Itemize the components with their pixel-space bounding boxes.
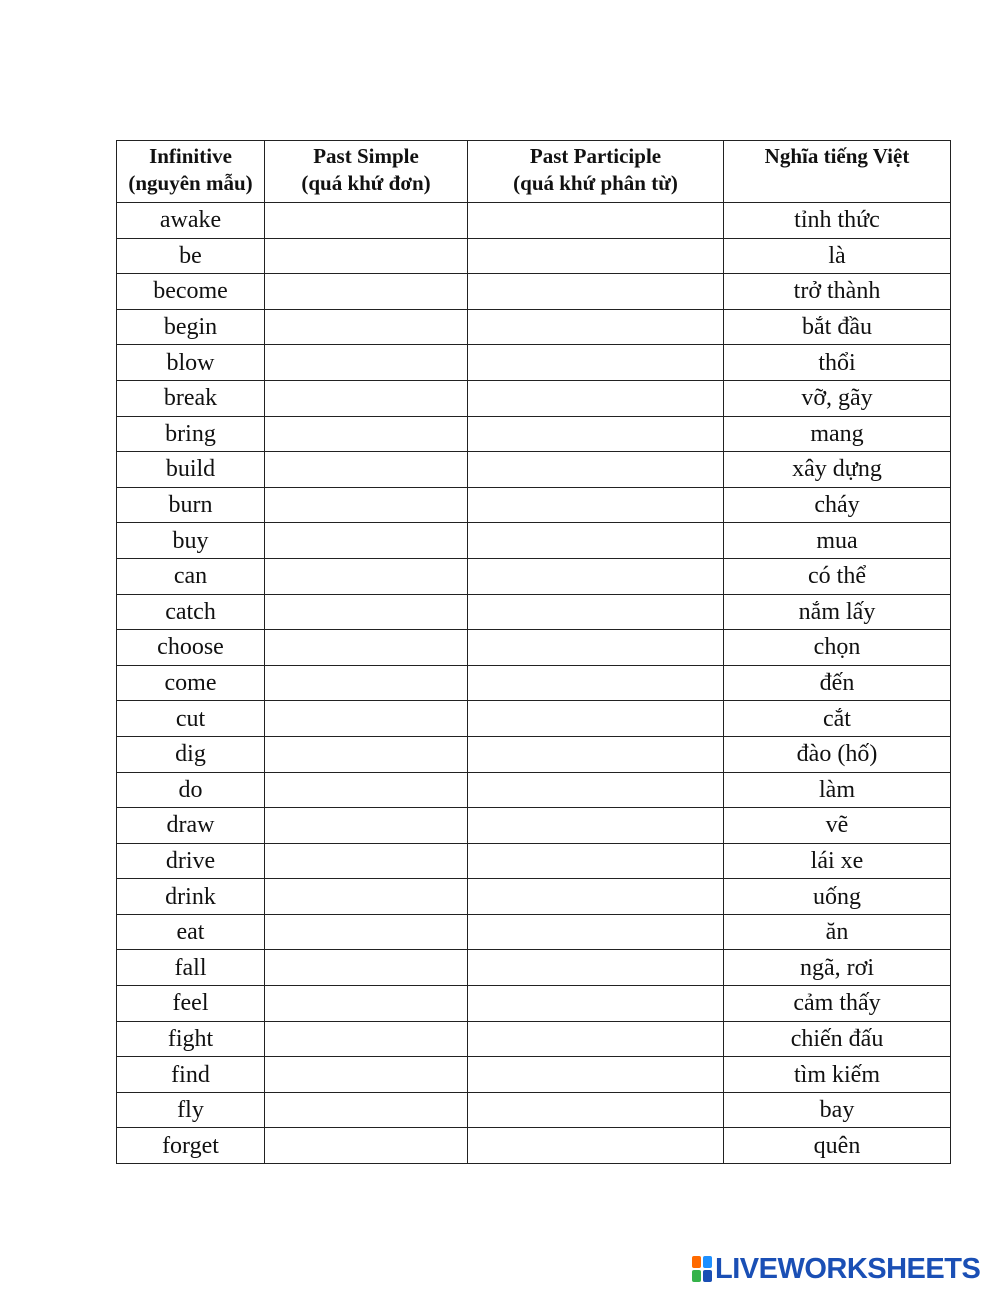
table-row bbox=[117, 416, 951, 452]
table-header bbox=[117, 141, 951, 203]
meaning-cell: nắm lấy bbox=[724, 594, 951, 630]
infinitive-cell: come bbox=[117, 665, 265, 701]
past-participle-answer-cell[interactable] bbox=[468, 523, 724, 559]
infinitive-cell: fall bbox=[117, 950, 265, 986]
table-body bbox=[117, 203, 951, 1164]
meaning-cell: cảm thấy bbox=[724, 986, 951, 1022]
meaning-cell: quên bbox=[724, 1128, 951, 1164]
past-participle-answer-cell[interactable] bbox=[468, 203, 724, 239]
past-participle-answer-cell[interactable] bbox=[468, 772, 724, 808]
past-participle-answer-cell[interactable] bbox=[468, 452, 724, 488]
table-row bbox=[117, 701, 951, 737]
meaning-cell: vỡ, gãy bbox=[724, 380, 951, 416]
past-participle-answer-cell[interactable] bbox=[468, 1128, 724, 1164]
past-participle-answer-cell[interactable] bbox=[468, 416, 724, 452]
past-simple-answer-cell[interactable] bbox=[265, 238, 468, 274]
meaning-cell: bắt đầu bbox=[724, 309, 951, 345]
infinitive-cell: buy bbox=[117, 523, 265, 559]
past-simple-answer-cell[interactable] bbox=[265, 808, 468, 844]
past-participle-answer-cell[interactable] bbox=[468, 701, 724, 737]
table-row bbox=[117, 1092, 951, 1128]
past-participle-answer-cell[interactable] bbox=[468, 630, 724, 666]
header-past-simple: Past Simple (quá khứ đơn) bbox=[265, 141, 468, 203]
past-simple-answer-cell[interactable] bbox=[265, 1021, 468, 1057]
table-row bbox=[117, 736, 951, 772]
meaning-cell: có thể bbox=[724, 558, 951, 594]
table-row bbox=[117, 914, 951, 950]
past-participle-answer-cell[interactable] bbox=[468, 1021, 724, 1057]
infinitive-cell: become bbox=[117, 274, 265, 310]
table-row bbox=[117, 558, 951, 594]
meaning-cell: trở thành bbox=[724, 274, 951, 310]
infinitive-cell: drive bbox=[117, 843, 265, 879]
past-simple-answer-cell[interactable] bbox=[265, 1057, 468, 1093]
meaning-cell: chọn bbox=[724, 630, 951, 666]
meaning-cell: chiến đấu bbox=[724, 1021, 951, 1057]
infinitive-cell: burn bbox=[117, 487, 265, 523]
past-simple-answer-cell[interactable] bbox=[265, 523, 468, 559]
header-infinitive: Infinitive (nguyên mẫu) bbox=[117, 141, 265, 203]
past-simple-answer-cell[interactable] bbox=[265, 772, 468, 808]
infinitive-cell: drink bbox=[117, 879, 265, 915]
past-simple-answer-cell[interactable] bbox=[265, 345, 468, 381]
past-participle-answer-cell[interactable] bbox=[468, 238, 724, 274]
meaning-cell: vẽ bbox=[724, 808, 951, 844]
meaning-cell: bay bbox=[724, 1092, 951, 1128]
infinitive-cell: blow bbox=[117, 345, 265, 381]
meaning-cell: làm bbox=[724, 772, 951, 808]
table-row bbox=[117, 452, 951, 488]
past-simple-answer-cell[interactable] bbox=[265, 986, 468, 1022]
worksheet bbox=[116, 140, 950, 1164]
past-simple-answer-cell[interactable] bbox=[265, 950, 468, 986]
table-row bbox=[117, 380, 951, 416]
past-simple-answer-cell[interactable] bbox=[265, 487, 468, 523]
past-simple-answer-cell[interactable] bbox=[265, 914, 468, 950]
table-row bbox=[117, 950, 951, 986]
table-row bbox=[117, 1128, 951, 1164]
past-participle-answer-cell[interactable] bbox=[468, 665, 724, 701]
past-simple-answer-cell[interactable] bbox=[265, 558, 468, 594]
table-row bbox=[117, 594, 951, 630]
past-simple-answer-cell[interactable] bbox=[265, 630, 468, 666]
past-simple-answer-cell[interactable] bbox=[265, 665, 468, 701]
meaning-cell: thổi bbox=[724, 345, 951, 381]
liveworksheets-brand bbox=[692, 1252, 980, 1286]
header-past-participle: Past Participle (quá khứ phân từ) bbox=[468, 141, 724, 203]
table-row bbox=[117, 1057, 951, 1093]
past-simple-answer-cell[interactable] bbox=[265, 879, 468, 915]
infinitive-cell: cut bbox=[117, 701, 265, 737]
past-participle-answer-cell[interactable] bbox=[468, 843, 724, 879]
past-simple-answer-cell[interactable] bbox=[265, 452, 468, 488]
table-row bbox=[117, 274, 951, 310]
infinitive-cell: do bbox=[117, 772, 265, 808]
meaning-cell: mang bbox=[724, 416, 951, 452]
past-simple-answer-cell[interactable] bbox=[265, 380, 468, 416]
liveworksheets-logo-icon bbox=[692, 1256, 712, 1282]
infinitive-cell: fight bbox=[117, 1021, 265, 1057]
table-row bbox=[117, 843, 951, 879]
past-simple-answer-cell[interactable] bbox=[265, 843, 468, 879]
past-participle-answer-cell[interactable] bbox=[468, 736, 724, 772]
table-row bbox=[117, 345, 951, 381]
meaning-cell: đến bbox=[724, 665, 951, 701]
infinitive-cell: bring bbox=[117, 416, 265, 452]
past-participle-answer-cell[interactable] bbox=[468, 487, 724, 523]
infinitive-cell: find bbox=[117, 1057, 265, 1093]
infinitive-cell: be bbox=[117, 238, 265, 274]
meaning-cell: mua bbox=[724, 523, 951, 559]
meaning-cell: ăn bbox=[724, 914, 951, 950]
past-simple-answer-cell[interactable] bbox=[265, 1092, 468, 1128]
past-participle-answer-cell[interactable] bbox=[468, 950, 724, 986]
meaning-cell: cắt bbox=[724, 701, 951, 737]
header-meaning: Nghĩa tiếng Việt bbox=[724, 141, 951, 203]
past-participle-answer-cell[interactable] bbox=[468, 808, 724, 844]
meaning-cell: cháy bbox=[724, 487, 951, 523]
past-participle-answer-cell[interactable] bbox=[468, 1057, 724, 1093]
past-simple-answer-cell[interactable] bbox=[265, 203, 468, 239]
past-participle-answer-cell[interactable] bbox=[468, 594, 724, 630]
meaning-cell: uống bbox=[724, 879, 951, 915]
past-simple-answer-cell[interactable] bbox=[265, 736, 468, 772]
infinitive-cell: fly bbox=[117, 1092, 265, 1128]
past-simple-answer-cell[interactable] bbox=[265, 594, 468, 630]
past-simple-answer-cell[interactable] bbox=[265, 274, 468, 310]
past-simple-answer-cell[interactable] bbox=[265, 309, 468, 345]
infinitive-cell: break bbox=[117, 380, 265, 416]
table-row bbox=[117, 772, 951, 808]
past-simple-answer-cell[interactable] bbox=[265, 1128, 468, 1164]
table-row bbox=[117, 203, 951, 239]
meaning-cell: xây dựng bbox=[724, 452, 951, 488]
infinitive-cell: awake bbox=[117, 203, 265, 239]
infinitive-cell: feel bbox=[117, 986, 265, 1022]
past-participle-answer-cell[interactable] bbox=[468, 380, 724, 416]
past-participle-answer-cell[interactable] bbox=[468, 345, 724, 381]
infinitive-cell: can bbox=[117, 558, 265, 594]
infinitive-cell: catch bbox=[117, 594, 265, 630]
table-row bbox=[117, 808, 951, 844]
table-row bbox=[117, 1021, 951, 1057]
brand-wordmark: LIVEWORKSHEETS bbox=[715, 1253, 981, 1285]
infinitive-cell: eat bbox=[117, 914, 265, 950]
table-row bbox=[117, 630, 951, 666]
past-participle-answer-cell[interactable] bbox=[468, 879, 724, 915]
meaning-cell: tìm kiếm bbox=[724, 1057, 951, 1093]
past-participle-answer-cell[interactable] bbox=[468, 914, 724, 950]
meaning-cell: tỉnh thức bbox=[724, 203, 951, 239]
meaning-cell: lái xe bbox=[724, 843, 951, 879]
table-row bbox=[117, 309, 951, 345]
table-row bbox=[117, 665, 951, 701]
infinitive-cell: build bbox=[117, 452, 265, 488]
table-row bbox=[117, 487, 951, 523]
meaning-cell: là bbox=[724, 238, 951, 274]
table-row bbox=[117, 986, 951, 1022]
infinitive-cell: begin bbox=[117, 309, 265, 345]
meaning-cell: đào (hố) bbox=[724, 736, 951, 772]
past-simple-answer-cell[interactable] bbox=[265, 701, 468, 737]
past-participle-answer-cell[interactable] bbox=[468, 986, 724, 1022]
infinitive-cell: forget bbox=[117, 1128, 265, 1164]
infinitive-cell: choose bbox=[117, 630, 265, 666]
past-participle-answer-cell[interactable] bbox=[468, 558, 724, 594]
past-participle-answer-cell[interactable] bbox=[468, 1092, 724, 1128]
table-row bbox=[117, 523, 951, 559]
past-participle-answer-cell[interactable] bbox=[468, 274, 724, 310]
past-simple-answer-cell[interactable] bbox=[265, 416, 468, 452]
irregular-verbs-table bbox=[116, 140, 951, 1164]
infinitive-cell: draw bbox=[117, 808, 265, 844]
past-participle-answer-cell[interactable] bbox=[468, 309, 724, 345]
header-row bbox=[117, 141, 951, 203]
infinitive-cell: dig bbox=[117, 736, 265, 772]
meaning-cell: ngã, rơi bbox=[724, 950, 951, 986]
table-row bbox=[117, 238, 951, 274]
table-row bbox=[117, 879, 951, 915]
